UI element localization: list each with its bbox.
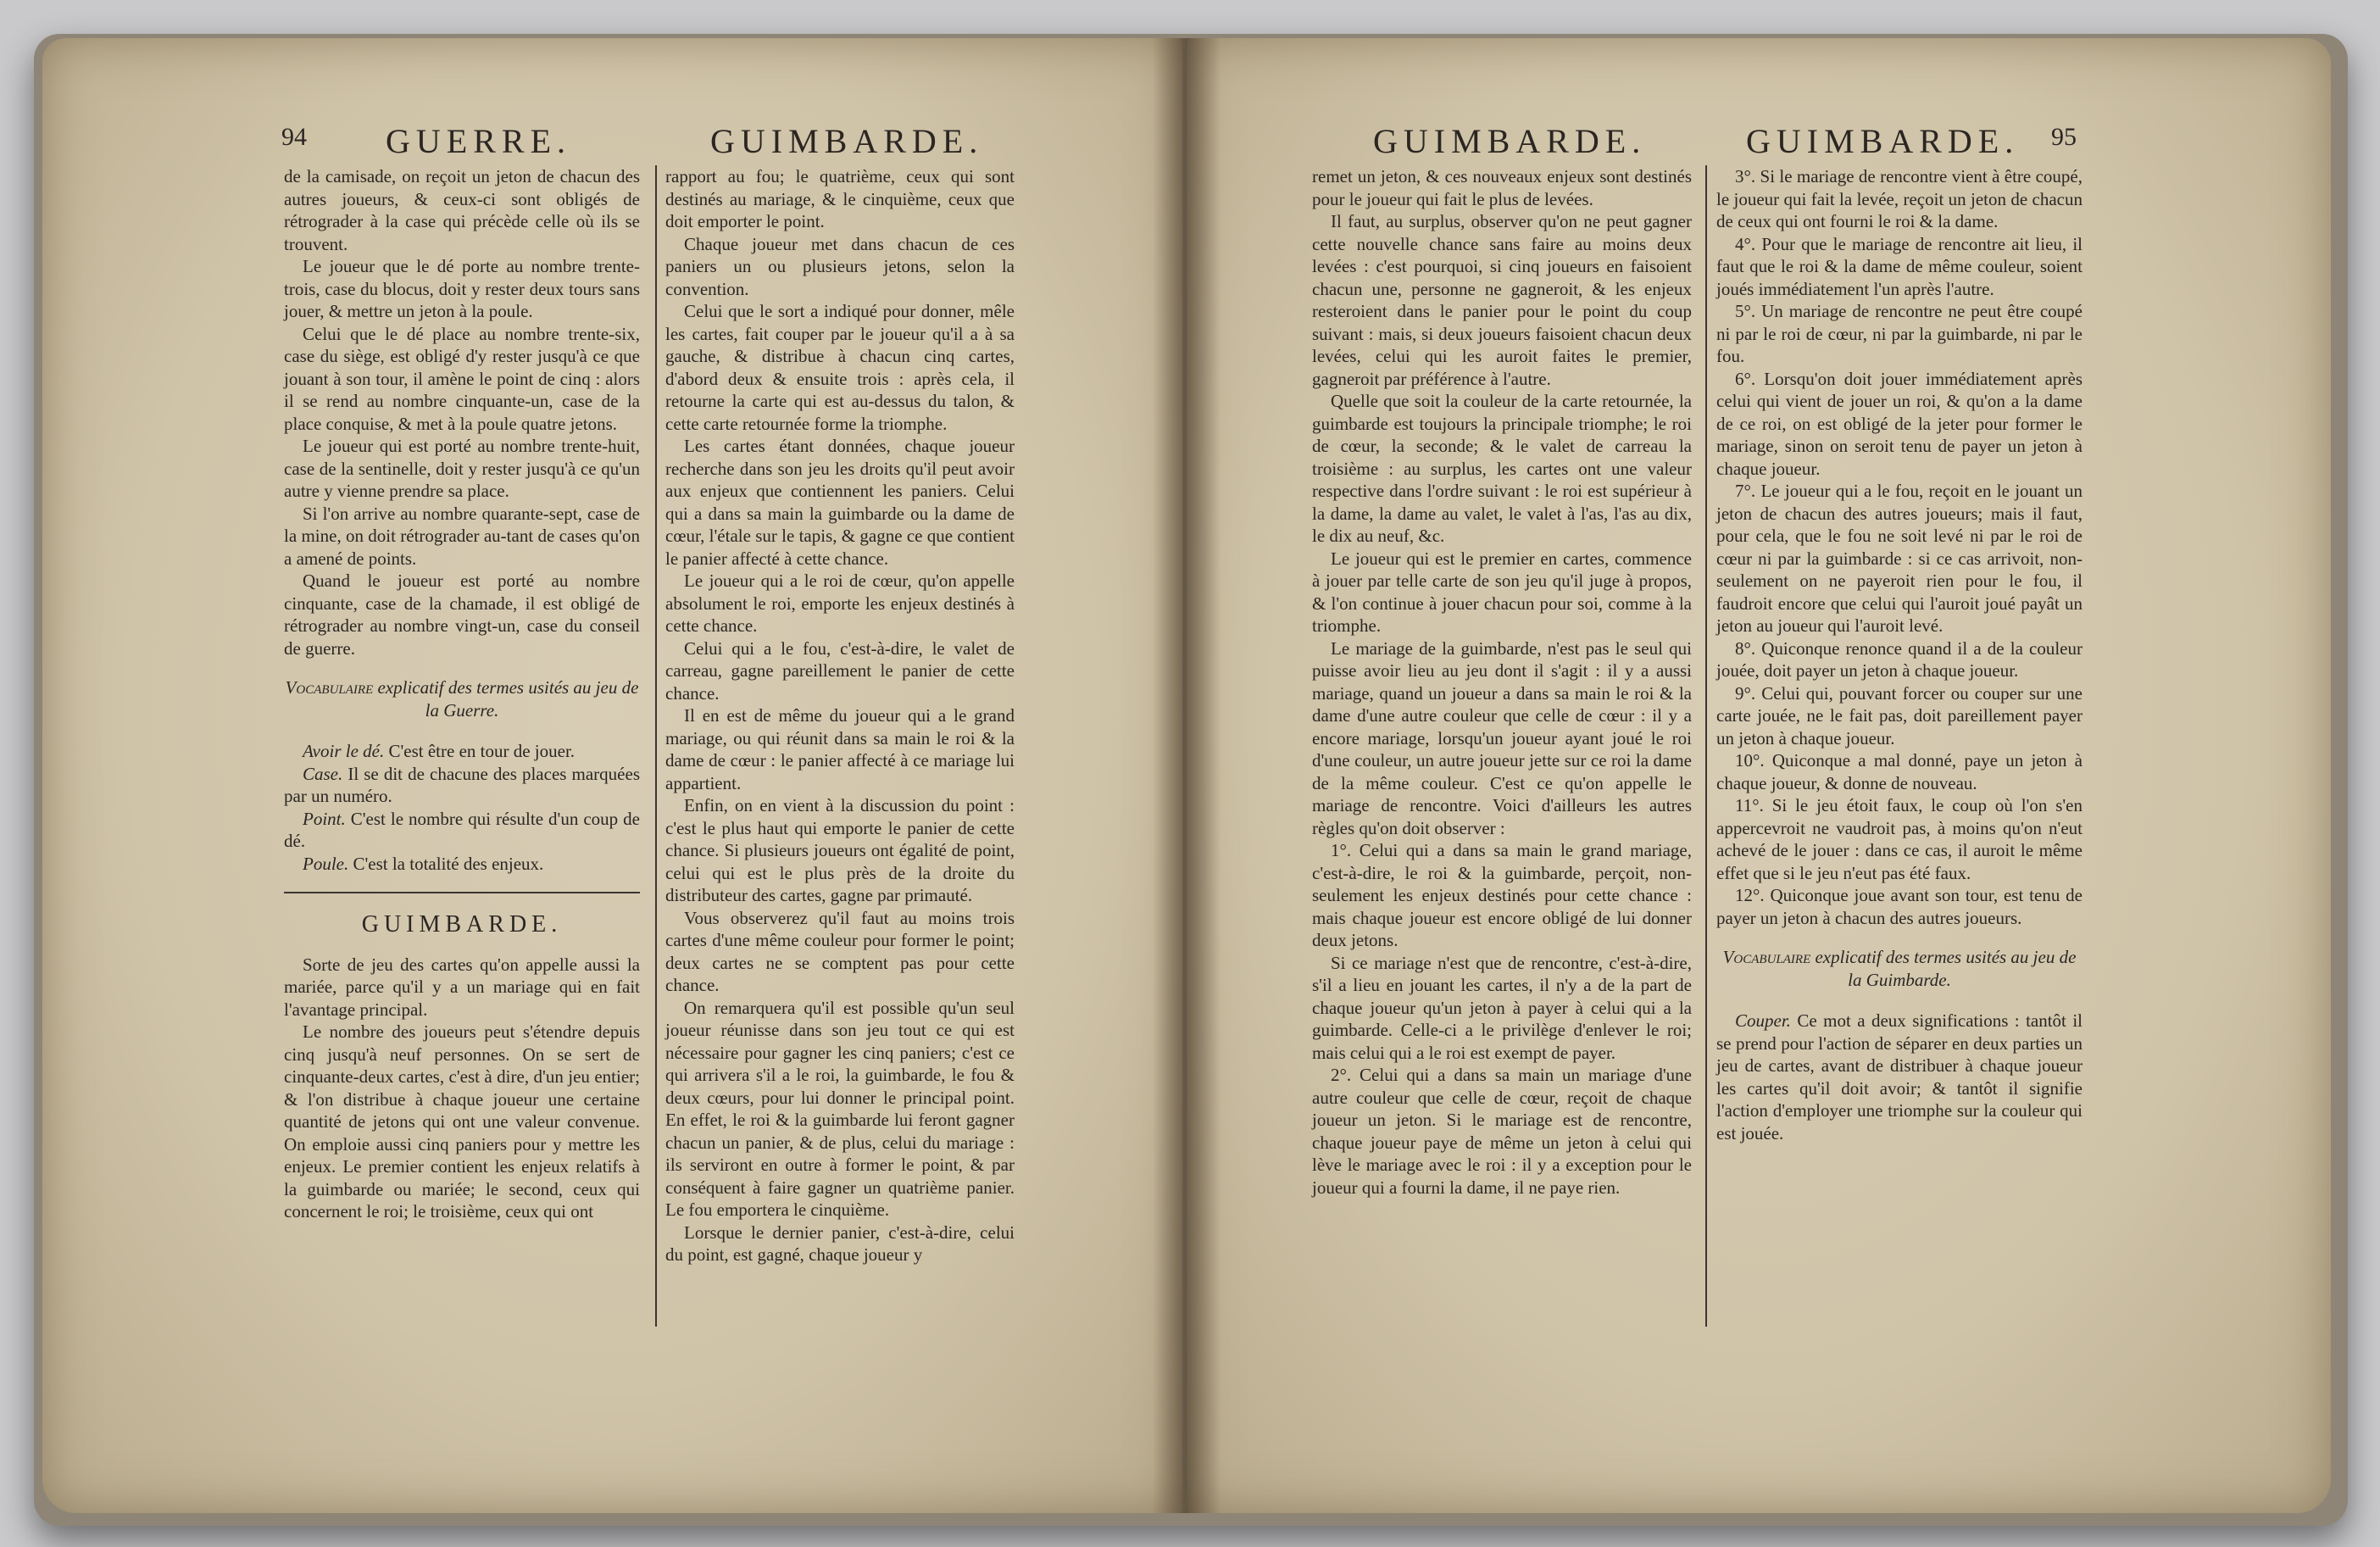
glossary-term: Point. <box>303 808 346 829</box>
right-page-column-1 <box>1312 165 1692 1199</box>
paragraph: Vous observerez qu'il faut au moins trois cartes d'une même couleur pour former le point; deux cartes ne se comptent pas pour cette chance. <box>665 907 1015 995</box>
glossary-entry <box>284 763 640 808</box>
paragraph: Il en est de même du joueur qui a le grand mariage, ou qui réunit dans sa main le roi & la dame de cœur : le panier affecté à ce mariage lui appartient. <box>665 705 1015 793</box>
vocabulary-caption <box>1716 946 2082 991</box>
right-page-column-2 <box>1716 165 2082 1144</box>
glossary-term: Couper. <box>1735 1010 1791 1031</box>
section-divider <box>284 892 640 893</box>
column-rule <box>1705 165 1707 1327</box>
paragraph: 10°. Quiconque a mal donné, paye un jeton à chaque joueur, & donne de nouveau. <box>1716 750 2082 793</box>
vocabulary-caption-prefix: Vocabulaire <box>285 677 374 698</box>
paragraph: Le mariage de la guimbarde, n'est pas le seul qui puisse avoir lieu au jeu dont il s'agit : il y a aussi mariage, quand un joueur a dans sa main le roi & la dame d'une autre couleur que celle de cœur : il y a encore mariage, lorsqu'un joueur ayant joué le roi d'une couleur, un autre joueur jette sur ce roi la dame de la même couleur. C'est ce qu'on appelle le mariage de rencontre. Voici d'ailleurs les autres règles qu'on doit observer : <box>1312 637 1692 838</box>
glossary-definition: Il se dit de chacune des places marquées par un numéro. <box>284 763 640 806</box>
running-head: GUIMBARDE. <box>1373 122 1647 160</box>
glossary-entry <box>1716 1010 2082 1144</box>
paragraph: 1°. Celui qui a dans sa main le grand mariage, c'est-à-dire, le roi & la guimbarde, perçoit, non-seulement les enjeux destinés pour cette chance : mais chaque joueur est encore obligé de lui donner deux jetons. <box>1312 840 1692 950</box>
paragraph: remet un jeton, & ces nouveaux enjeux sont destinés pour le joueur qui fait le plus de levées. <box>1312 166 1692 209</box>
paragraph: Celui que le dé place au nombre trente-six, case du siège, est obligé d'y rester jusqu'à ce que jouant à son tour, il amène le point de cinq : alors il se rend au nombre cinquante-un, case de la place conquise, & met à la poule quatre jetons. <box>284 323 640 434</box>
paragraph: 9°. Celui qui, pouvant forcer ou couper sur une carte jouée, ne le fait pas, doit pareillement payer un jeton à chaque joueur. <box>1716 682 2082 748</box>
glossary-entry <box>284 853 640 876</box>
vocabulary-caption-text: explicatif des termes usités au jeu de la Guimbarde. <box>1810 947 2077 990</box>
paragraph: Si l'on arrive au nombre quarante-sept, case de la mine, on doit rétrograder au-tant de cases qu'on a amené de points. <box>284 503 640 569</box>
vocabulary-caption <box>284 676 640 721</box>
glossary-term: Poule. <box>303 853 349 874</box>
paragraph: Celui qui a le fou, c'est-à-dire, le valet de carreau, gagne pareillement le panier de cette chance. <box>665 637 1015 704</box>
vocabulary-caption-prefix: Vocabulaire <box>1722 947 1811 967</box>
paragraph: Les cartes étant données, chaque joueur recherche dans son jeu les droits qu'il peut avoir aux enjeux que contiennent les paniers. Celui qui a dans sa main la guimbarde ou la dame de cœur, l'étale sur le tapis, & gagne ce que contient le panier affecté à cette chance. <box>665 436 1015 569</box>
paragraph: 11°. Si le jeu étoit faux, le coup où l'on s'en appercevroit ne vaudroit pas, à moins qu'on n'eut achevé de le jouer : dans ce cas, il auroit le même effet que si le jeu n'eut pas été faux. <box>1716 795 2082 883</box>
left-page <box>42 38 1182 1513</box>
paragraph: Le joueur qui est le premier en cartes, commence à jouer par telle carte de son jeu qu'il juge à propos, & l'on continue à jouer chacun pour soi, comme à la triomphe. <box>1312 548 1692 636</box>
paragraph: 6°. Lorsqu'on doit jouer immédiatement après celui qui vient de jouer un roi, & qu'on a la dame de ce roi, on est obligé de la jeter pour former le mariage, sinon on seroit tenu de payer un jeton à chaque joueur. <box>1716 368 2082 479</box>
left-page-column-2 <box>665 165 1015 1266</box>
glossary-term: Case. <box>303 763 343 784</box>
paragraph: 12°. Quiconque joue avant son tour, est tenu de payer un jeton à chacun des autres joueurs. <box>1716 885 2082 928</box>
glossary-entry <box>284 740 640 763</box>
paragraph: de la camisade, on reçoit un jeton de chacun des autres joueurs, & ceux-ci sont obligés de rétrograder à la case qui précède celle où ils se trouvent. <box>284 166 640 254</box>
paragraph: Quelle que soit la couleur de la carte retournée, la guimbarde est toujours la principale triomphe; le roi de cœur, la seconde; & le valet de carreau la troisième : au surplus, les cartes ont une valeur respective dans l'ordre suivant : le roi est supérieur à la dame, la dame au valet, le valet à l'as, l'as au dix, le dix au neuf, &c. <box>1312 391 1692 546</box>
paragraph: Celui que le sort a indiqué pour donner, mêle les cartes, fait couper par le joueur qu'il a à sa gauche, & distribue à chacun cinq cartes, d'abord deux & ensuite trois : après cela, il retourne la carte qui est au-dessus du talon, & cette carte retournée forme la triomphe. <box>665 301 1015 434</box>
right-page <box>1187 38 2331 1513</box>
paragraph: Le joueur que le dé porte au nombre trente-trois, case du blocus, doit y rester deux tours sans jouer, & mettre un jeton à la poule. <box>284 256 640 321</box>
paragraph: Lorsque le dernier panier, c'est-à-dire, celui du point, est gagné, chaque joueur y <box>665 1221 1015 1265</box>
glossary-definition: Ce mot a deux significations : tantôt il se prend pour l'action de séparer en deux parties un jeu de cartes, avant de distribuer à chaque joueur les cartes qu'il doit avoir; & tantôt il signifie l'action d'employer une triomphe sur la couleur qui est jouée. <box>1716 1010 2082 1144</box>
glossary-term: Avoir le dé. <box>303 741 385 761</box>
running-head: GUERRE. <box>386 122 571 160</box>
paragraph: 3°. Si le mariage de rencontre vient à être coupé, le joueur qui fait la levée, reçoit un jeton de chacun de ceux qui ont fourni le roi & la dame. <box>1716 166 2082 231</box>
paragraph: 5°. Un mariage de rencontre ne peut être coupé ni par le roi de cœur, ni par la guimbarde, ni par le fou. <box>1716 301 2082 366</box>
paragraph: Le joueur qui a le roi de cœur, qu'on appelle absolument le roi, emporte les enjeux destinés à cette chance. <box>665 570 1015 636</box>
glossary-definition: C'est la totalité des enjeux. <box>348 853 544 874</box>
paragraph: On remarquera qu'il est possible qu'un seul joueur réunisse dans son jeu tout ce qui est nécessaire pour gagner les cinq paniers; c'est ce qui arrivera s'il a le roi, la guimbarde, le fou & deux cœurs, pour lui donner le principal point. En effet, le roi & la guimbarde lui feront gagner chacun un panier, & de plus, celui du mariage : ils serviront en outre à former le point, & par conséquent à faire gagner un quatrième panier. Le fou emportera le cinquième. <box>665 997 1015 1220</box>
paragraph: 7°. Le joueur qui a le fou, reçoit en le jouant un jeton de chacun des autres joueurs; mais il faut, pour cela, que le fou ne soit levé ni par le roi de cœur ni par la guimbarde : si ce cas arrivoit, non-seulement on ne payeroit rien pour le fou, il faudroit encore que celui qui l'auroit joué payât un jeton au joueur qui l'auroit levé. <box>1716 481 2082 636</box>
paragraph: rapport au fou; le quatrième, ceux qui sont destinés au mariage, & le cinquième, ceux que doit emporter le point. <box>665 166 1015 231</box>
section-title: GUIMBARDE. <box>361 911 563 938</box>
vocabulary-caption-text: explicatif des termes usités au jeu de la Guerre. <box>373 677 639 721</box>
glossary-definition: C'est être en tour de jouer. <box>384 741 576 761</box>
paragraph: 4°. Pour que le mariage de rencontre ait lieu, il faut que le roi & la dame de même couleur, soient joués immédiatement l'un après l'autre. <box>1716 233 2082 299</box>
paragraph: Quand le joueur est porté au nombre cinquante, case de la chamade, il est obligé de rétrograder au nombre vingt-un, case du conseil de guerre. <box>284 570 640 659</box>
left-page-column-1 <box>284 165 640 1223</box>
paragraph: Il faut, au surplus, observer qu'on ne peut gagner cette nouvelle chance sans faire au moins deux levées : c'est pourquoi, si cinq joueurs en faisoient chacun une, personne ne gagneroit, & les enjeux resteroient dans le panier pour le point du coup suivant : mais, si deux joueurs faisoient chacun deux levées, celui qui les auroit faites le premier, gagneroit par préférence à l'autre. <box>1312 211 1692 389</box>
paragraph: 2°. Celui qui a dans sa main un mariage d'une autre couleur que celle de cœur, reçoit de chaque joueur un jeton. Si le mariage est de rencontre, chaque joueur paye de même un jeton à celui qui lève le mariage avec le roi : il y a exception pour le joueur qui a fourni la dame, il ne paye rien. <box>1312 1065 1692 1198</box>
paragraph: Le nombre des joueurs peut s'étendre depuis cinq jusqu'à neuf personnes. On se sert de cinquante-deux cartes, c'est à dire, d'un jeu entier; & l'on distribue à chaque joueur une certaine quantité de jetons qui ont une valeur convenue. On emploie aussi cinq paniers pour y mettre les enjeux. Le premier contient les enjeux relatifs à la guimbarde ou mariée; le second, ceux qui concernent le roi; le troisième, ceux qui ont <box>284 1021 640 1221</box>
paragraph: Si ce mariage n'est que de rencontre, c'est-à-dire, s'il a lieu en jouant les cartes, il n'y a de la part de chaque joueur qu'un jeton à payer à celui qui a la guimbarde. Celle-ci a le privilège d'enlever le roi; mais celui qui a le roi est exempt de payer. <box>1312 952 1692 1063</box>
paragraph: Sorte de jeu des cartes qu'on appelle aussi la mariée, parce qu'il y a un mariage qui en fait l'avantage principal. <box>284 954 640 1020</box>
page-number: 94 <box>281 123 307 151</box>
running-head: GUIMBARDE. <box>710 122 984 160</box>
paragraph: Le joueur qui est porté au nombre trente-huit, case de la sentinelle, doit y rester jusqu'à ce qu'un autre y vienne prendre sa place. <box>284 436 640 501</box>
page-number: 95 <box>2051 123 2077 151</box>
glossary-definition: C'est le nombre qui résulte d'un coup de dé. <box>284 808 640 851</box>
paragraph: Chaque joueur met dans chacun de ces paniers un ou plusieurs jetons, selon la convention. <box>665 233 1015 299</box>
glossary-entry <box>284 808 640 853</box>
column-rule <box>655 165 657 1327</box>
running-head: GUIMBARDE. <box>1746 122 2020 160</box>
paragraph: Enfin, on en vient à la discussion du point : c'est le plus haut qui emporte le panier de cette chance. Si plusieurs joueurs ont égalité de point, celui qui est le plus près de la droite du distributeur des cartes, gagne par primauté. <box>665 795 1015 905</box>
paragraph: 8°. Quiconque renonce quand il a de la couleur jouée, doit payer un jeton à chaque joueur. <box>1716 637 2082 681</box>
